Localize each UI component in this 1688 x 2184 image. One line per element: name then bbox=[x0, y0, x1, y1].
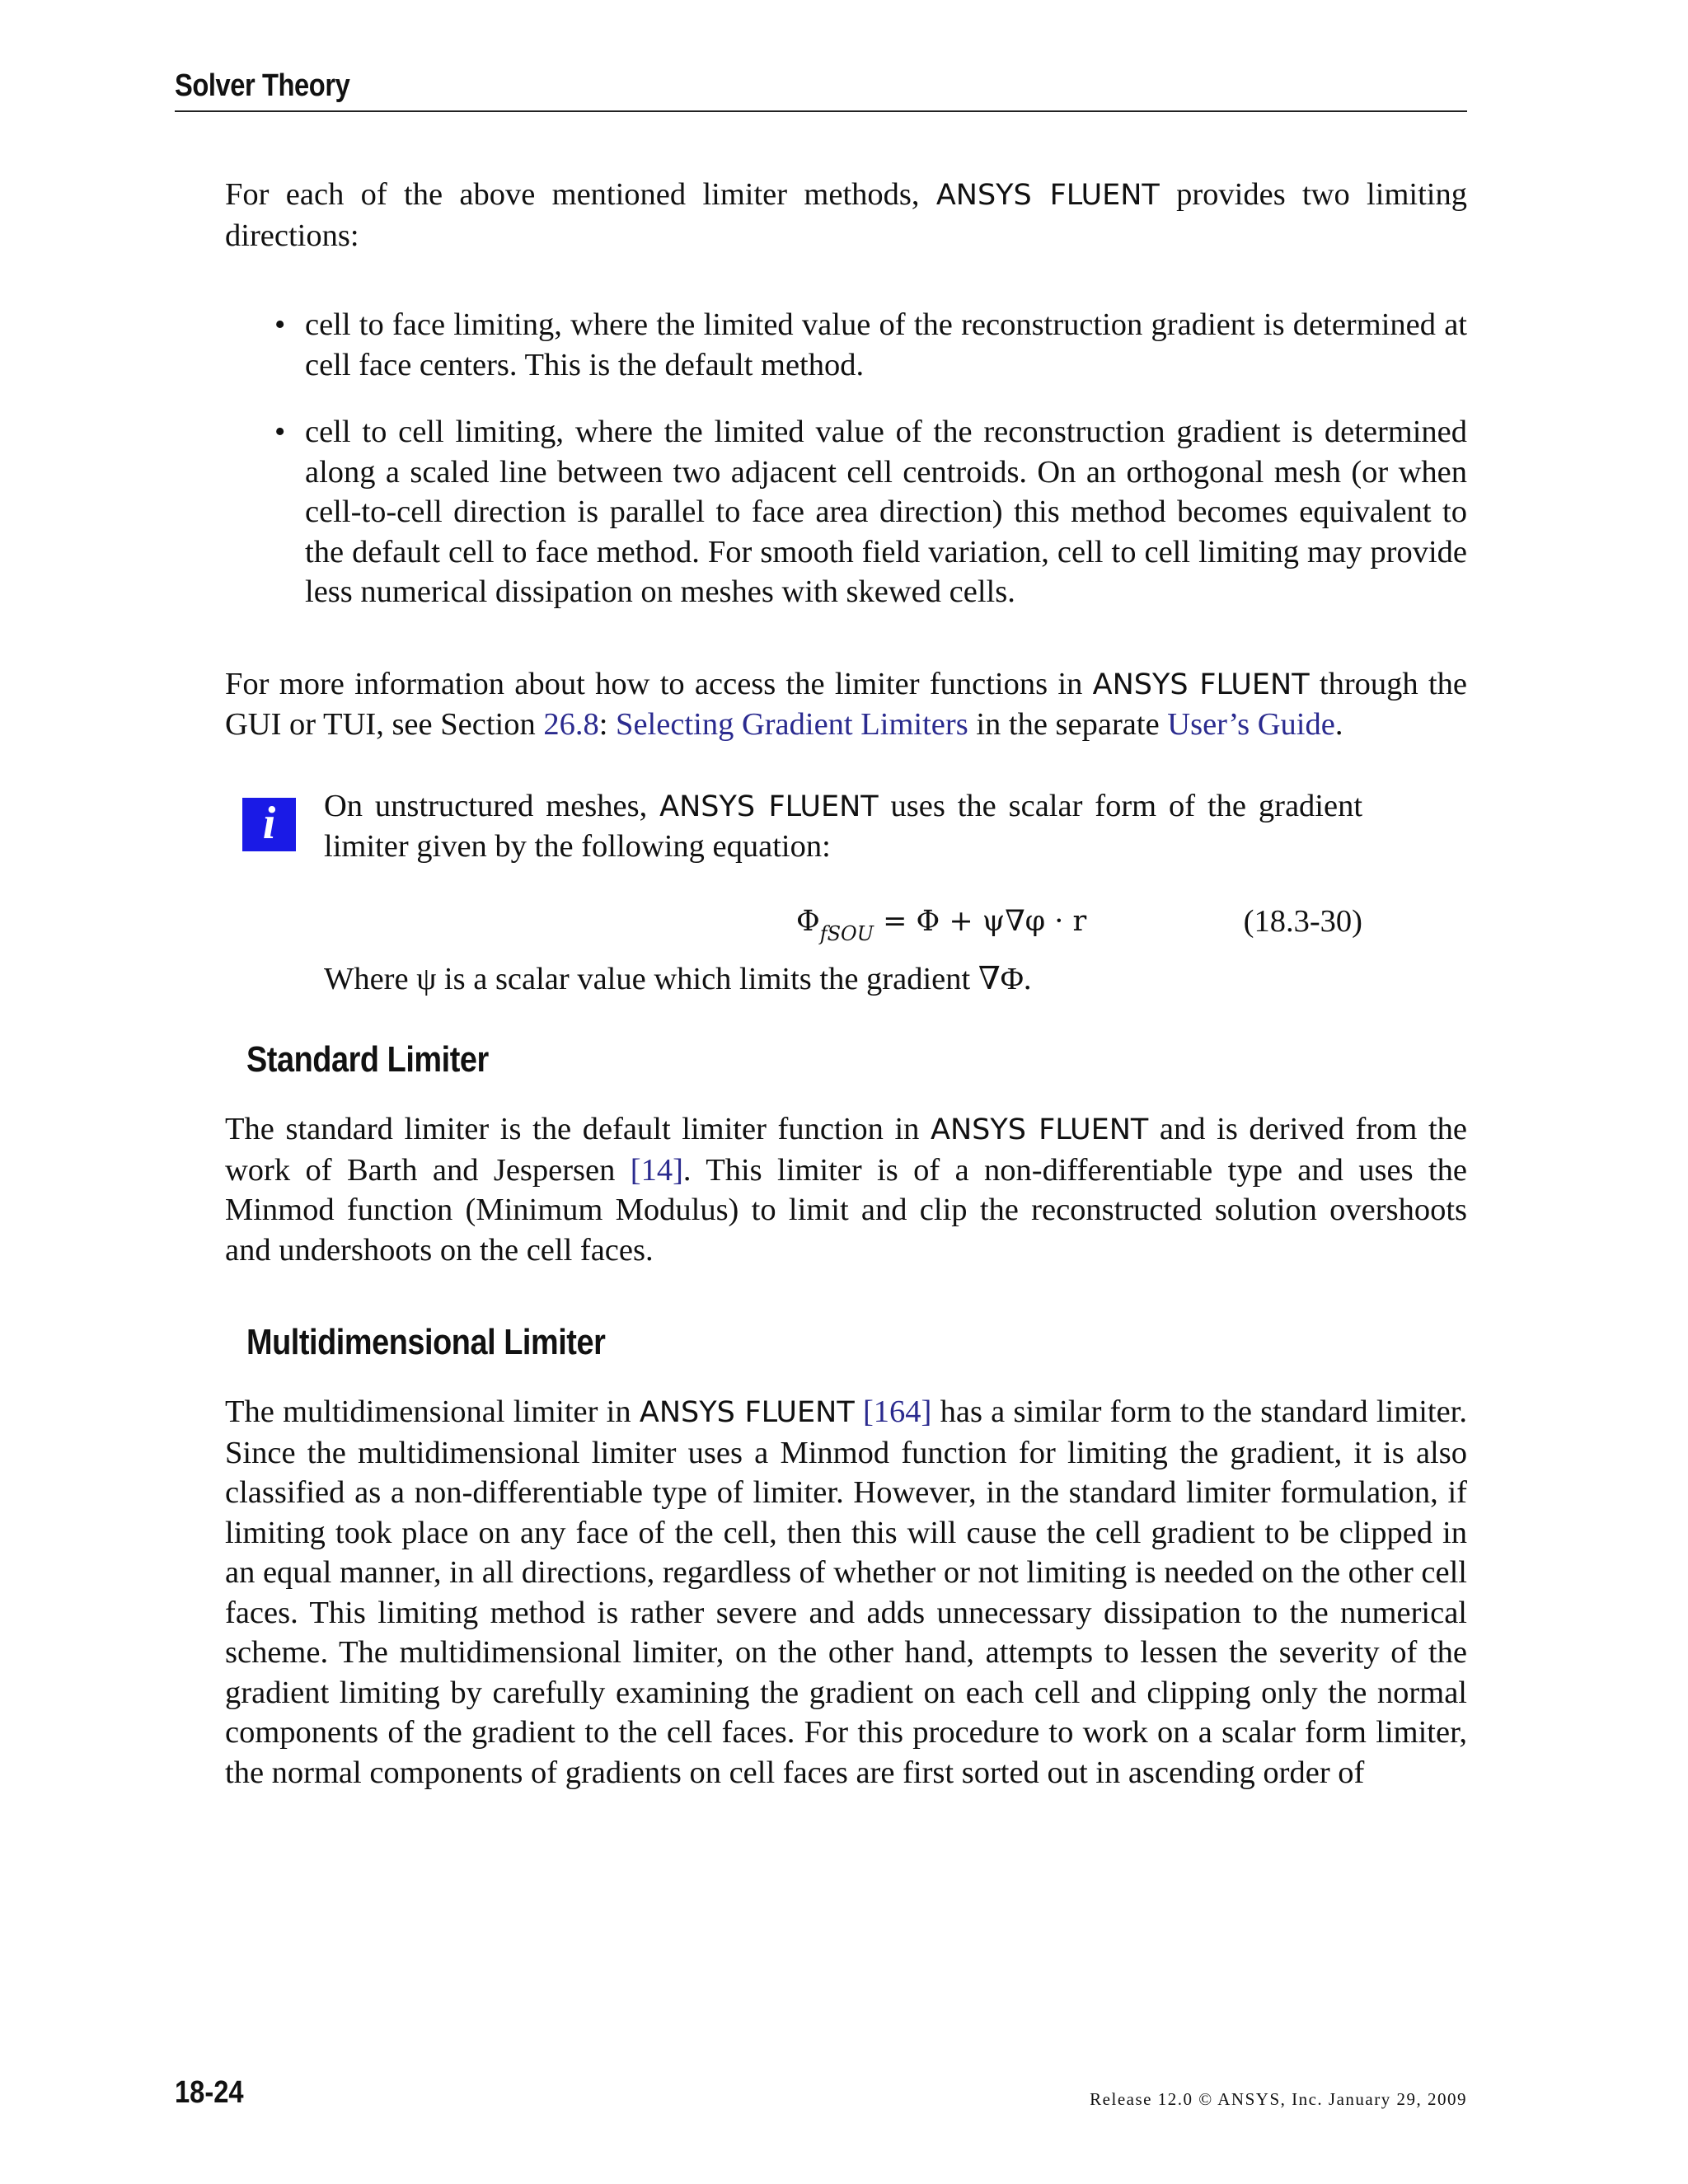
note-text-end: uses the scalar form of the gradient limiter given by the following equation: bbox=[324, 788, 1363, 864]
page-number: 18-24 bbox=[175, 2075, 244, 2110]
standard-text-end: . This limiter is of a non-differentiable type and uses the Minmod function (Minimum Modulus) to limit and clip the reconstructed solution overshoots and undershoots on the cell faces. bbox=[225, 1152, 1467, 1268]
standard-text: and is derived from the work of Barth and Jespersen bbox=[225, 1112, 1468, 1188]
more-info-paragraph bbox=[225, 664, 1467, 745]
section-number-link[interactable]: 26.8 bbox=[543, 707, 599, 742]
product-name: ANSYS FLUENT bbox=[935, 179, 1160, 212]
reference-link[interactable]: [14] bbox=[630, 1152, 683, 1188]
standard-text: The standard limiter is the default limiter function in bbox=[225, 1112, 931, 1146]
section-title-link[interactable]: Selecting Gradient Limiters bbox=[616, 707, 968, 742]
more-info-text: : bbox=[598, 707, 617, 742]
more-info-text: . bbox=[1334, 707, 1343, 742]
product-name: ANSYS FLUENT bbox=[659, 790, 879, 823]
release-info: Release 12.0 © ANSYS, Inc. January 29, 2009 bbox=[1090, 2089, 1467, 2109]
list-item-text: cell to cell limiting, where the limited value of the reconstruction gradient is determined along a scaled line between two adjacent cell centroids. On an orthogonal mesh (or when cell-to-cell direction is parallel to face area direction) this method becomes equivalent to the default cell to face method. For smooth field variation, cell to cell limiting may provide less numerical dissipation on meshes with skewed cells. bbox=[305, 415, 1467, 609]
product-name: ANSYS FLUENT bbox=[639, 1396, 855, 1429]
list-item bbox=[225, 305, 1467, 385]
equation-subscript: fSOU bbox=[819, 921, 874, 945]
info-icon: i bbox=[242, 798, 296, 851]
more-info-text: through the GUI or TUI, see Section bbox=[225, 666, 1467, 742]
equation-lhs: Φ bbox=[796, 904, 820, 938]
standard-limiter-paragraph bbox=[225, 1109, 1467, 1270]
intro-text-end: provides two limiting directions: bbox=[225, 177, 1467, 253]
reference-link[interactable]: [164] bbox=[862, 1394, 932, 1429]
multidim-text: The multidimensional limiter in bbox=[225, 1394, 640, 1429]
list-item bbox=[225, 412, 1467, 612]
where-text: Where ψ is a scalar value which limits the gradient ∇Φ. bbox=[324, 961, 1032, 996]
more-info-text: For more information about how to access the limiter functions in bbox=[225, 666, 1093, 701]
equation-rhs: = Φ + ψ∇φ · r bbox=[873, 904, 1087, 938]
product-name: ANSYS FLUENT bbox=[931, 1113, 1149, 1146]
page-header bbox=[175, 61, 1467, 112]
info-note bbox=[225, 786, 1467, 1000]
more-info-text: in the separate bbox=[968, 707, 1168, 742]
equation bbox=[796, 902, 1086, 944]
multidim-space bbox=[855, 1394, 863, 1429]
equation-block bbox=[324, 902, 1467, 949]
note-text-start: On unstructured meshes, bbox=[324, 788, 660, 823]
section-heading-multidimensional-limiter: Multidimensional Limiter bbox=[246, 1322, 606, 1362]
multidimensional-limiter-paragraph bbox=[225, 1392, 1467, 1793]
equation-number: (18.3-30) bbox=[1243, 903, 1362, 939]
product-name: ANSYS FLUENT bbox=[1092, 668, 1310, 701]
section-heading-standard-limiter: Standard Limiter bbox=[246, 1039, 489, 1080]
users-guide-link[interactable]: User’s Guide bbox=[1167, 707, 1335, 742]
bullet-icon: • bbox=[274, 415, 286, 449]
intro-text: For each of the above mentioned limiter methods, bbox=[225, 177, 936, 212]
multidim-text-end: has a similar form to the standard limiter. Since the multidimensional limiter uses a Minmod function for limiting the gradient, it is also classified as a non-differentiable type of limiter. However, in the standard limiter formulation, if limiting took place on any face of the cell, then this will cause the cell gradient to be clipped in an equal manner, in all directions, regardless of whether or not limiting is needed on the other cell faces. This limiting method is rather severe and adds unnecessary dissipation to the numerical scheme. The multidimensional limiter, on the other hand, attempts to lessen the severity of the gradient limiting by carefully examining the gradient on each cell and clipping only the normal components of the gradient to the cell faces. For this procedure to work on a scalar form limiter, the normal components of gradients on cell faces are first sorted out in ascending order of bbox=[225, 1394, 1467, 1790]
page-body bbox=[225, 175, 1467, 1793]
running-header-title: Solver Theory bbox=[175, 68, 350, 103]
limiting-directions-list bbox=[225, 305, 1467, 612]
intro-paragraph bbox=[225, 175, 1467, 255]
bullet-icon: • bbox=[274, 307, 286, 342]
note-text bbox=[324, 786, 1362, 867]
list-item-text: cell to face limiting, where the limited value of the reconstruction gradient is determined at cell face centers. This is the default method. bbox=[305, 307, 1467, 382]
